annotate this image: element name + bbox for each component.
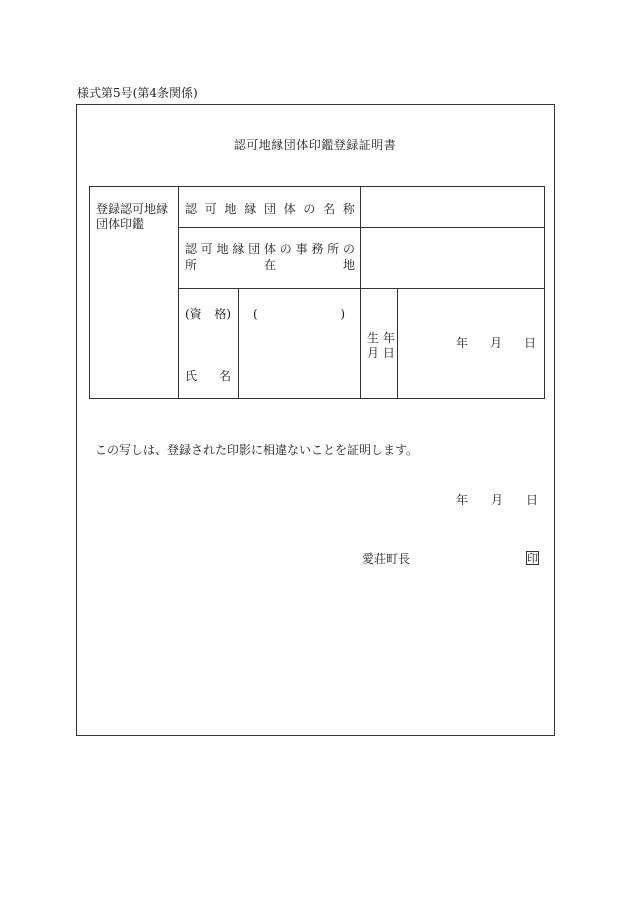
birth-label-line-2: 月 日 bbox=[367, 346, 395, 360]
office-address-label-line-1: 認 可 地 縁 団 体 の 事 務 所 の bbox=[185, 242, 355, 256]
mayor-title: 愛荘町長 bbox=[362, 552, 411, 566]
association-name-label: 認 可 地 縁 団 体 の 名 称 bbox=[185, 202, 355, 216]
registered-seal-header-cell bbox=[90, 187, 179, 399]
birth-date-label-cell bbox=[361, 289, 398, 399]
row-header-line-1: 登録認可地縁 bbox=[96, 202, 169, 216]
person-name-label: 氏 名 bbox=[185, 369, 231, 383]
office-address-value-cell bbox=[361, 228, 545, 289]
certification-statement: この写しは、登録された印影に相違ないことを証明します。 bbox=[95, 443, 419, 457]
birth-date-value: 年 月 日 bbox=[456, 336, 536, 350]
association-name-value-cell bbox=[361, 187, 545, 228]
association-name-label-cell bbox=[179, 187, 361, 228]
issue-date: 年 月 日 bbox=[456, 493, 538, 507]
qualification-name-label-cell bbox=[179, 289, 239, 399]
form-number-label: 様式第5号(第4条関係) bbox=[77, 86, 198, 100]
qualification-name-value-cell bbox=[239, 289, 361, 399]
registration-table bbox=[89, 186, 545, 399]
office-address-label-line-2: 所 在 地 bbox=[185, 258, 355, 272]
birth-date-value-cell bbox=[398, 289, 545, 399]
row-header-line-2: 団体印鑑 bbox=[96, 217, 145, 231]
official-seal-mark: 印 bbox=[527, 552, 538, 565]
birth-label-line-1: 生 年 bbox=[367, 331, 395, 345]
qualification-label: (資 格) bbox=[185, 307, 231, 321]
qualification-value-brackets: ( ) bbox=[253, 307, 345, 321]
office-address-label-cell bbox=[179, 228, 361, 289]
document-title: 認可地縁団体印鑑登録証明書 bbox=[233, 138, 397, 152]
